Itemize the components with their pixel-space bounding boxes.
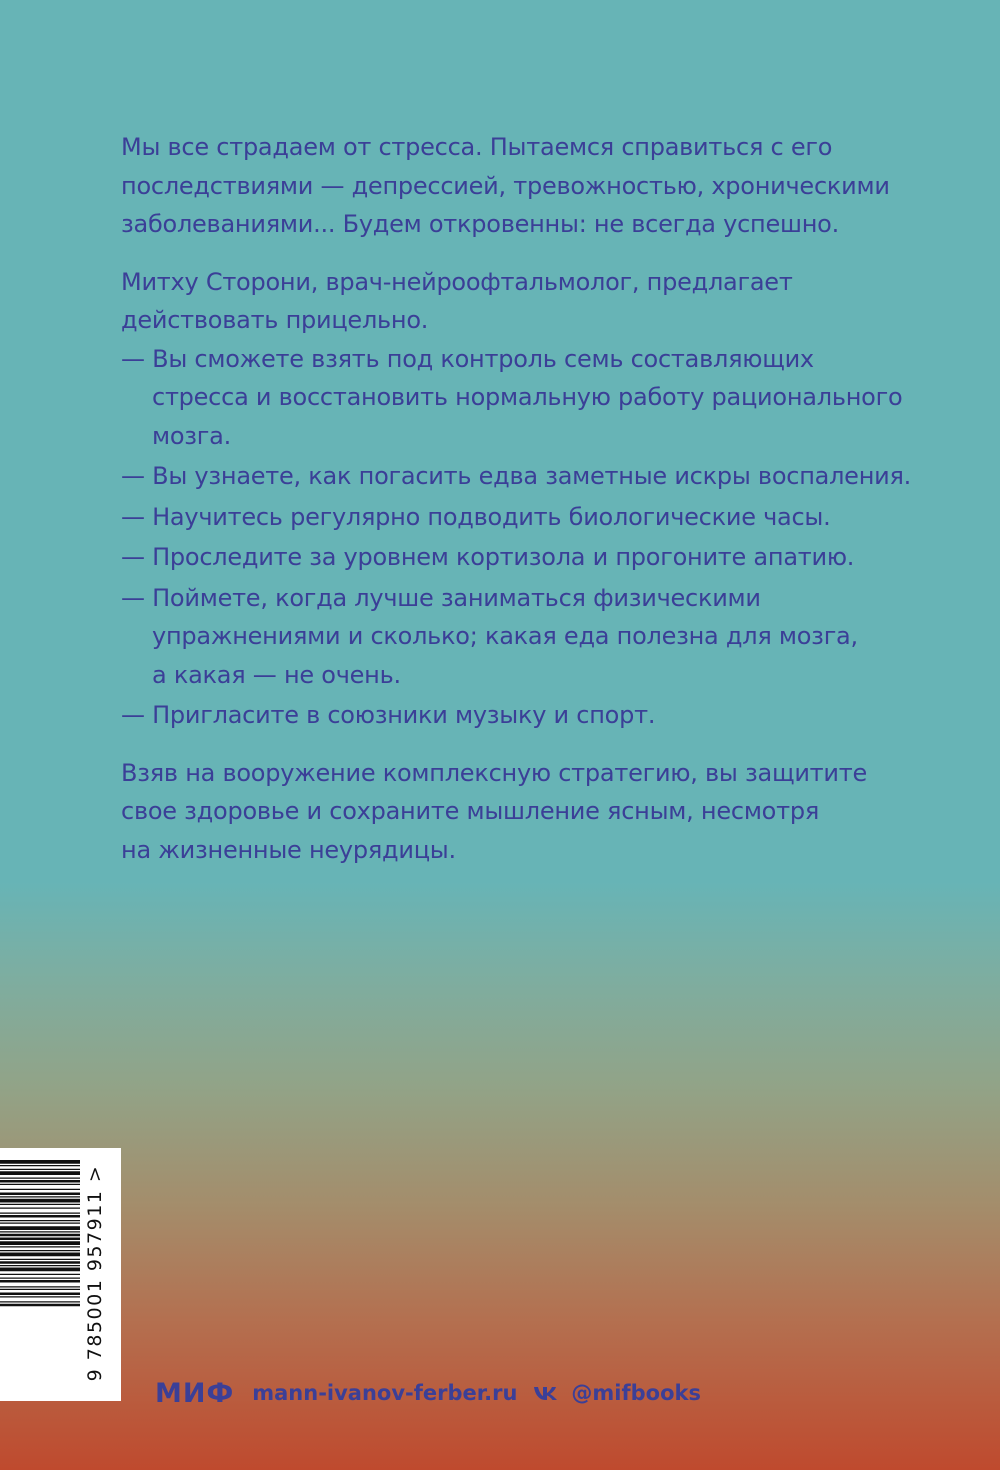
text-line: свое здоровье и сохраните мышление ясным, несмотря [121,797,820,825]
barcode-bar [0,1296,80,1297]
text-line: Митху Сторони, врач-нейроофтальмолог, предлагает [121,267,793,296]
text-line: — Научитесь регулярно подводить биологические часы. [121,502,831,531]
benefits-list [121,340,921,735]
publisher-footer [155,1373,701,1413]
barcode-bar [0,1253,80,1257]
isbn-barcode [0,1148,121,1401]
barcode-bar [0,1213,80,1214]
barcode-bar [0,1241,80,1245]
text-line: на жизненные неурядицы. [121,835,456,864]
list-item [121,457,921,496]
barcode-digits: 9 785001 957911 > [84,1164,106,1382]
barcode-bar [0,1265,80,1266]
barcode-bar [0,1171,80,1175]
text-line: — Вы сможете взять под контроль семь составляющих [121,344,814,373]
barcode-bar [0,1169,80,1170]
text-line: упражнениями и сколько; какая еда полезна для мозга, [152,622,858,650]
text-line: Взяв на вооружение комплексную стратегию, вы защитите [121,758,867,787]
text-line: — Вы узнаете, как погасить едва заметные искры воспаления. [121,462,912,490]
barcode-bar [0,1215,80,1218]
barcode-bar [0,1261,80,1264]
text-line: заболеваниями... Будем откровенны: не всегда успешно. [121,210,839,238]
social-handle[interactable]: @mifbooks [571,1381,701,1405]
list-item [121,579,921,695]
barcode-bar [0,1268,80,1272]
barcode-bar [0,1301,80,1302]
text-line: мозга. [152,421,231,450]
closing-paragraph [121,754,921,870]
barcode-bar [0,1220,80,1221]
list-item [121,498,921,537]
barcode-bar [0,1278,80,1279]
barcode-bar [0,1234,80,1237]
text-line: последствиями — депрессией, тревожностью, хроническими [121,171,890,200]
text-line: а какая — не очень. [152,660,401,689]
barcode-bar [0,1238,80,1241]
barcode-bar [0,1250,80,1251]
text-line: — Проследите за уровнем кортизола и прогоните апатию. [121,543,855,571]
barcode-bar [0,1199,80,1203]
barcode-bar [0,1226,80,1230]
barcode-bar [0,1189,80,1190]
barcode-bar [0,1193,80,1196]
barcode-bar [0,1160,80,1164]
text-line: — Пригласите в союзники музыку и спорт. [121,701,656,729]
barcode-bar [0,1280,80,1283]
text-line: действовать прицельно. [121,306,429,334]
barcode-bar [0,1178,80,1179]
barcode-bar [0,1196,80,1197]
barcode-bar [0,1165,80,1166]
text-line: — Поймете, когда лучше заниматься физическими [121,583,761,612]
barcode-bar [0,1286,80,1287]
barcode-bar [0,1304,80,1307]
list-item [121,696,921,735]
barcode-bar [0,1289,80,1290]
barcode-bar [0,1246,80,1247]
list-item [121,340,921,456]
list-item [121,538,921,577]
barcode-bar [0,1259,80,1260]
barcode-bar [0,1274,80,1275]
publisher-logo: МИФ [155,1377,235,1409]
text-line: стресса и восстановить нормальную работу рационального [152,383,903,411]
barcode-bar [0,1204,80,1205]
description-text [121,128,921,888]
vk-icon[interactable] [533,1385,559,1401]
barcode-bar [0,1231,80,1232]
barcode-bar [0,1223,80,1224]
author-paragraph [121,263,921,340]
barcode-bar [0,1184,80,1185]
website-link[interactable]: mann-ivanov-ferber.ru [252,1381,518,1405]
intro-paragraph [121,128,921,244]
text-line: Мы все страдаем от стресса. Пытаемся справиться с его [121,133,833,161]
barcode-bar [0,1208,80,1209]
barcode-bar [0,1293,80,1296]
barcode-bar [0,1180,80,1183]
